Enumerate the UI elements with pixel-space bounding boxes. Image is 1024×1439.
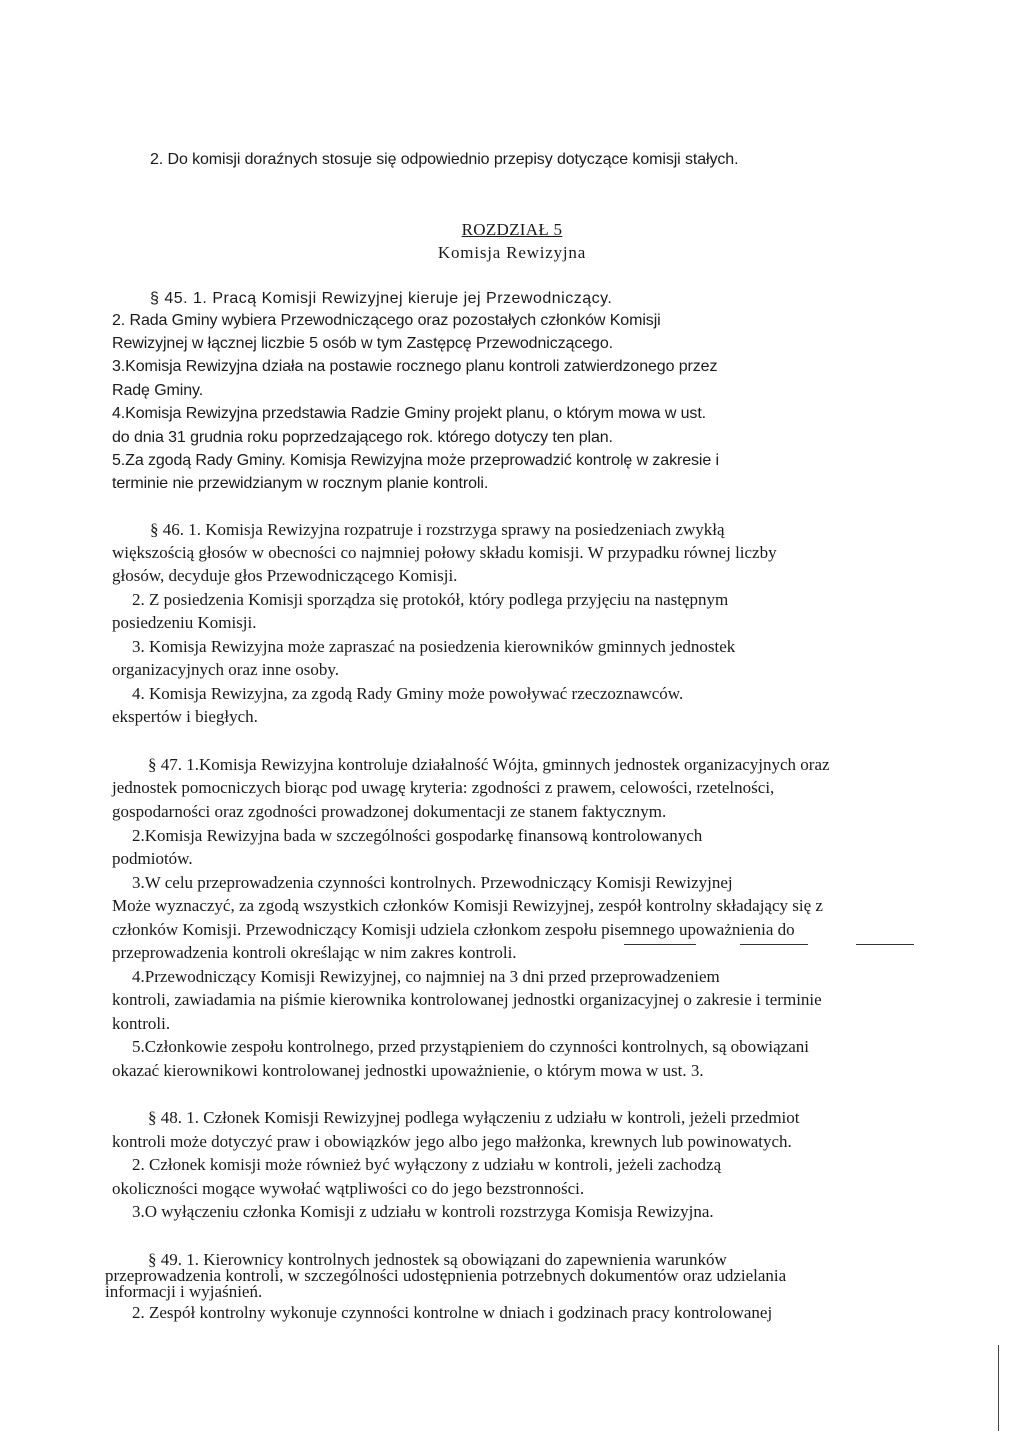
section-47-item-3: 3.W celu przeprowadzenia czynności kontrolnych. Przewodniczący Komisji Rewizyjnej [132,873,733,892]
section-46-item-4: 4. Komisja Rewizyjna, za zgodą Rady Gminy może powoływać rzeczoznawców. [132,684,684,703]
horizontal-rule [740,944,808,945]
section-45-item-4: 4.Komisja Rewizyjna przedstawia Radzie Gminy projekt planu, o którym mowa w ust. [112,405,707,422]
text-line: kontroli. [112,1014,171,1033]
text-line: jednostek pomocniczych biorąc pod uwagę kryteria: zgodności z prawem, celowości, rzetelności, [112,778,775,797]
section-47-item-4: 4.Przewodniczący Komisji Rewizyjnej, co najmniej na 3 dni przed przeprowadzeniem [132,967,720,986]
section-49-item-2: 2. Zespół kontrolny wykonuje czynności kontrolne w dniach i godzinach pracy kontrolowanej [132,1303,773,1322]
text-line: kontroli, zawiadamia na piśmie kierownika kontrolowanej jednostki organizacyjnej o zakresie i terminie [112,990,822,1009]
text-line: kontroli może dotyczyć praw i obowiązków jego albo jego małżonka, krewnych lub powinowatych. [112,1132,792,1151]
horizontal-rule [856,944,914,945]
chapter-title: Komisja Rewizyjna [437,243,587,262]
text-line: głosów, decyduje głos Przewodniczącego Komisji. [112,566,458,585]
section-47-item-2: 2.Komisja Rewizyjna bada w szczególności gospodarkę finansową kontrolowanych [132,826,703,845]
section-48-item-2: 2. Członek komisji może również być wyłączony z udziału w kontroli, jeżeli zachodzą [132,1155,722,1174]
text-line: członków Komisji. Przewodniczący Komisji udziela członkom zespołu pisemnego upoważnienia do [112,920,795,939]
text-line: Radę Gminy. [112,382,204,399]
text-line: Rewizyjnej w łącznej liczbie 5 osób w tym Zastępcę Przewodniczącego. [112,335,613,352]
text-line: okazać kierownikowi kontrolowanej jednostki upoważnienie, o którym mowa w ust. 3. [112,1061,704,1080]
text-line: przeprowadzenia kontroli określając w nim zakres kontroli. [112,943,517,962]
text-line: okoliczności mogące wywołać wątpliwości co do jego bezstronności. [112,1179,585,1198]
text-line: podmiotów. [112,849,193,868]
section-45-item-2: 2. Rada Gminy wybiera Przewodniczącego oraz pozostałych członków Komisji [112,312,661,329]
section-45-item-1: § 45. 1. Pracą Komisji Rewizyjnej kieruje jej Przewodniczący. [150,290,613,307]
section-48-item-3: 3.O wyłączeniu członka Komisji z udziału w kontroli rozstrzyga Komisja Rewizyjna. [132,1202,714,1221]
text-line: informacji i wyjaśnień. [105,1282,263,1301]
section-46-item-3: 3. Komisja Rewizyjna może zapraszać na posiedzenia kierowników gminnych jednostek [132,637,736,656]
text-line: gospodarności oraz zgodności prowadzonej dokumentacji ze stanem faktycznym. [112,802,667,821]
horizontal-rule [624,944,696,945]
text-line: Może wyznaczyć, za zgodą wszystkich członków Komisji Rewizyjnej, zespół kontrolny składający się z [112,896,823,915]
section-47-item-1: § 47. 1.Komisja Rewizyjna kontroluje działalność Wójta, gminnych jednostek organizacyjnych oraz [148,755,830,774]
section-47-item-5: 5.Członkowie zespołu kontrolnego, przed przystąpieniem do czynności kontrolnych, są obowiązani [132,1037,809,1056]
scan-edge-mark [998,1345,999,1431]
text-line: większością głosów w obecności co najmniej połowy składu komisji. W przypadku równej liczby [112,543,777,562]
section-45-item-3: 3.Komisja Rewizyjna działa na postawie rocznego planu kontroli zatwierdzonego przez [112,358,718,375]
section-46-item-2: 2. Z posiedzenia Komisji sporządza się protokół, który podlega przyjęciu na następnym [132,590,729,609]
text-line: do dnia 31 grudnia roku poprzedzającego rok. którego dotyczy ten plan. [112,429,613,446]
text-line: posiedzeniu Komisji. [112,613,257,632]
section-46-item-1: § 46. 1. Komisja Rewizyjna rozpatruje i rozstrzyga sprawy na posiedzeniach zwykłą [150,520,725,539]
text-line: organizacyjnych oraz inne osoby. [112,660,340,679]
text-line: ekspertów i biegłych. [112,707,258,726]
section-49-item-1: § 49. 1. Kierownicy kontrolnych jednostek są obowiązani do zapewnienia warunków [148,1250,727,1269]
section-48-item-1: § 48. 1. Członek Komisji Rewizyjnej podlega wyłączeniu z udziału w kontroli, jeżeli przedmiot [148,1108,800,1127]
chapter-heading: ROZDZIAŁ 5 [461,220,563,239]
text-line: terminie nie przewidzianym w rocznym planie kontroli. [112,475,489,492]
text-line: przeprowadzenia kontroli, w szczególności udostępnienia potrzebnych dokumentów oraz udzielania [105,1266,787,1285]
intro-paragraph: 2. Do komisji doraźnych stosuje się odpowiednio przepisy dotyczące komisji stałych. [150,151,739,168]
section-45-item-5: 5.Za zgodą Rady Gminy. Komisja Rewizyjna może przeprowadzić kontrolę w zakresie i [112,452,719,469]
